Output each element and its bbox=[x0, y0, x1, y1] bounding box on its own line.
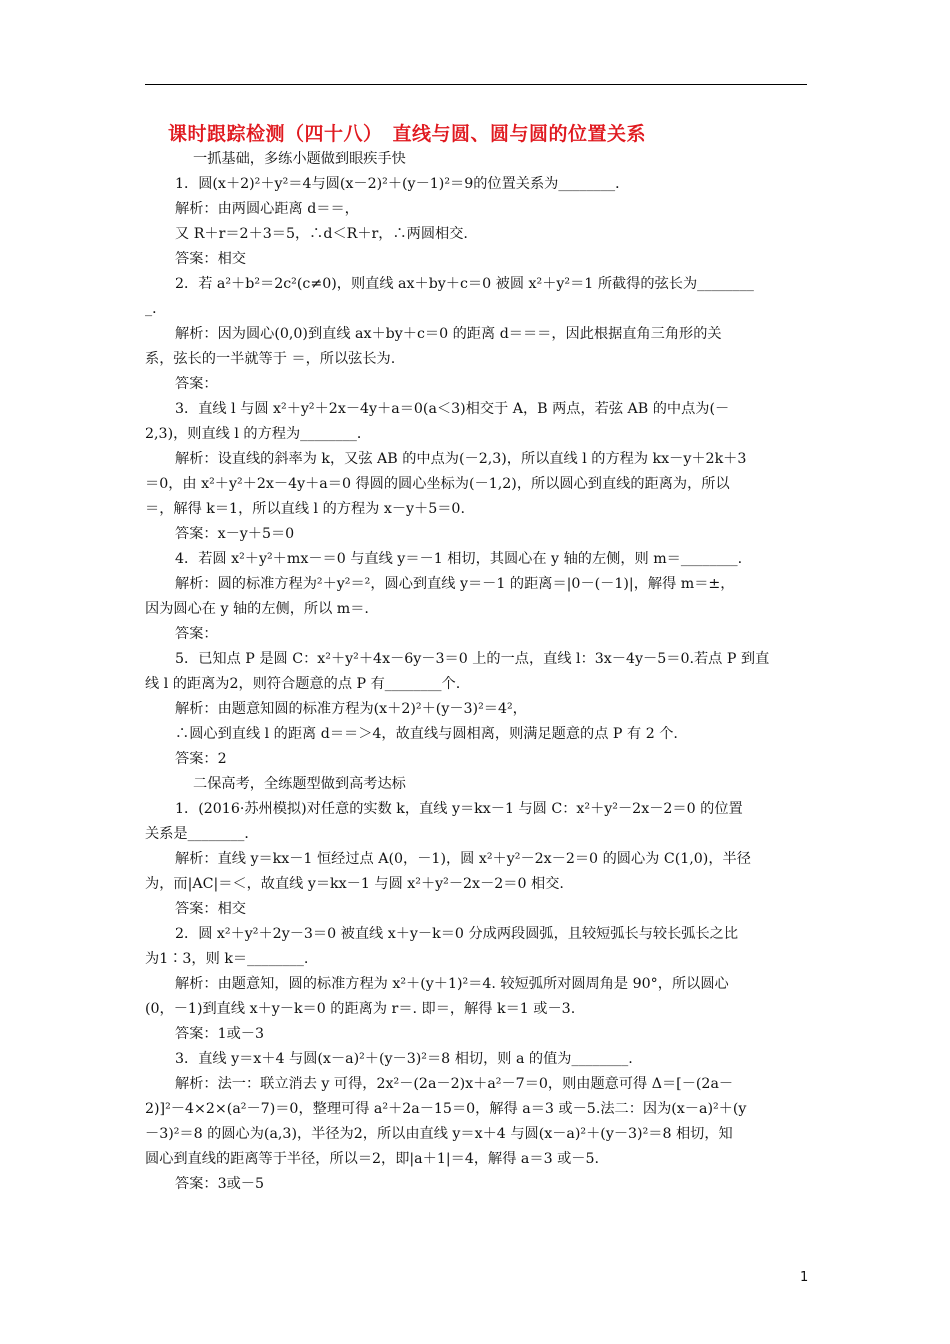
document-body bbox=[145, 147, 807, 1197]
text-line: ∴圆心到直线 l 的距离 d＝＝＞4，故直线与圆相离，则满足题意的点 P 有 2 个. bbox=[175, 726, 678, 742]
text-line: 1．(2016·苏州模拟)对任意的实数 k，直线 y＝kx－1 与圆 C：x²＋y²－2x－2＝0 的位置 bbox=[175, 801, 743, 817]
text-line: _． bbox=[145, 301, 167, 317]
text-line: 4．若圆 x²＋y²＋mx－＝0 与直线 y＝－1 相切，其圆心在 y 轴的左侧，则 m＝________. bbox=[175, 551, 743, 567]
text-line: 一抓基础，多练小题做到眼疾手快 bbox=[193, 151, 406, 167]
text-line: ＝0，由 x²＋y²＋2x－4y＋a＝0 得圆的圆心坐标为(－1,2)，所以圆心到直线的距离为，所以 bbox=[145, 476, 730, 492]
text-line: 解析：因为圆心(0,0)到直线 ax＋by＋c＝0 的距离 d＝＝＝，因此根据直角三角形的关 bbox=[175, 326, 722, 342]
text-line: 解析：由两圆心距离 d＝＝， bbox=[175, 201, 359, 217]
text-line: 为，而|AC|＝＜，故直线 y＝kx－1 与圆 x²＋y²－2x－2＝0 相交. bbox=[145, 876, 564, 892]
text-line: 解析：由题意知，圆的标准方程为 x²＋(y＋1)²＝4. 较短弧所对圆周角是 90°，所以圆心 bbox=[175, 976, 729, 992]
text-line: 2)]²－4×2×(a²－7)＝0，整理可得 a²＋2a－15＝0，解得 a＝3 或－5.法二：因为(x－a)²＋(y bbox=[145, 1101, 747, 1117]
text-line: 系，弦长的一半就等于 ＝，所以弦长为. bbox=[145, 351, 396, 367]
text-line: ＝，解得 k＝1，所以直线 l 的方程为 x－y＋5＝0. bbox=[145, 501, 465, 517]
text-line: 答案：3或－5 bbox=[175, 1176, 264, 1192]
text-line: 答案：1或－3 bbox=[175, 1026, 264, 1042]
header-rule bbox=[145, 84, 807, 85]
text-line: 因为圆心在 y 轴的左侧，所以 m＝. bbox=[145, 601, 369, 617]
text-line: 关系是________． bbox=[145, 826, 259, 842]
text-line: (0，－1)到直线 x＋y－k＝0 的距离为 r＝. 即＝，解得 k＝1 或－3. bbox=[145, 1001, 576, 1017]
text-line: 解析：由题意知圆的标准方程为(x＋2)²＋(y－3)²＝4²， bbox=[175, 701, 527, 717]
text-line: 线 l 的距离为2，则符合题意的点 P 有________个. bbox=[145, 676, 461, 692]
text-line: 解析：设直线的斜率为 k，又弦 AB 的中点为(－2,3)，所以直线 l 的方程为 kx－y＋2k＋3 bbox=[175, 451, 747, 467]
text-line: 2,3)，则直线 l 的方程为________． bbox=[145, 426, 372, 442]
page-number: 1 bbox=[800, 1270, 809, 1285]
text-line: 二保高考，全练题型做到高考达标 bbox=[193, 776, 406, 792]
text-line: 答案：x－y＋5＝0 bbox=[175, 526, 295, 542]
text-line: 3．直线 l 与圆 x²＋y²＋2x－4y＋a＝0(a＜3)相交于 A，B 两点，若弦 AB 的中点为(－ bbox=[175, 401, 730, 417]
text-line: 答案：相交 bbox=[175, 251, 246, 267]
text-line: 2．圆 x²＋y²＋2y－3＝0 被直线 x＋y－k＝0 分成两段圆弧，且较短弧长与较长弧长之比 bbox=[175, 926, 739, 942]
text-line: 解析：法一：联立消去 y 可得，2x²－(2a－2)x＋a²－7＝0，则由题意可得 Δ＝[－(2a－ bbox=[175, 1076, 734, 1092]
text-line: 又 R＋r＝2＋3＝5，∴d＜R＋r，∴两圆相交. bbox=[175, 226, 468, 242]
text-line: 答案： bbox=[175, 376, 218, 392]
text-line: 解析：直线 y＝kx－1 恒经过点 A(0，－1)，圆 x²＋y²－2x－2＝0 的圆心为 C(1,0)，半径 bbox=[175, 851, 751, 867]
text-line: 5．已知点 P 是圆 C：x²＋y²＋4x－6y－3＝0 上的一点，直线 l：3x－4y－5＝0.若点 P 到直 bbox=[175, 651, 770, 667]
text-line: 圆心到直线的距离等于半径，所以＝2，即|a＋1|＝4，解得 a＝3 或－5. bbox=[145, 1151, 600, 1167]
text-line: 2．若 a²＋b²＝2c²(c≠0)，则直线 ax＋by＋c＝0 被圆 x²＋y²＝1 所截得的弦长为________ bbox=[175, 276, 754, 292]
text-line: 为1∶3，则 k＝________. bbox=[145, 951, 309, 967]
text-line: 1．圆(x＋2)²＋y²＝4与圆(x－2)²＋(y－1)²＝9的位置关系为________． bbox=[175, 176, 630, 192]
text-line: 答案： bbox=[175, 626, 218, 642]
text-line: 答案：相交 bbox=[175, 901, 246, 917]
text-line: 答案：2 bbox=[175, 751, 227, 767]
text-line: －3)²＝8 的圆心为(a,3)，半径为2，所以由直线 y＝x＋4 与圆(x－a)²＋(y－3)²＝8 相切，知 bbox=[145, 1126, 733, 1142]
text-line: 解析：圆的标准方程为²＋y²＝²，圆心到直线 y＝－1 的距离＝|0－(－1)|，解得 m＝±， bbox=[175, 576, 735, 592]
page-title: 课时跟踪检测（四十八） 直线与圆、圆与圆的位置关系 bbox=[168, 123, 647, 145]
text-line: 3．直线 y＝x＋4 与圆(x－a)²＋(y－3)²＝8 相切，则 a 的值为________. bbox=[175, 1051, 633, 1067]
